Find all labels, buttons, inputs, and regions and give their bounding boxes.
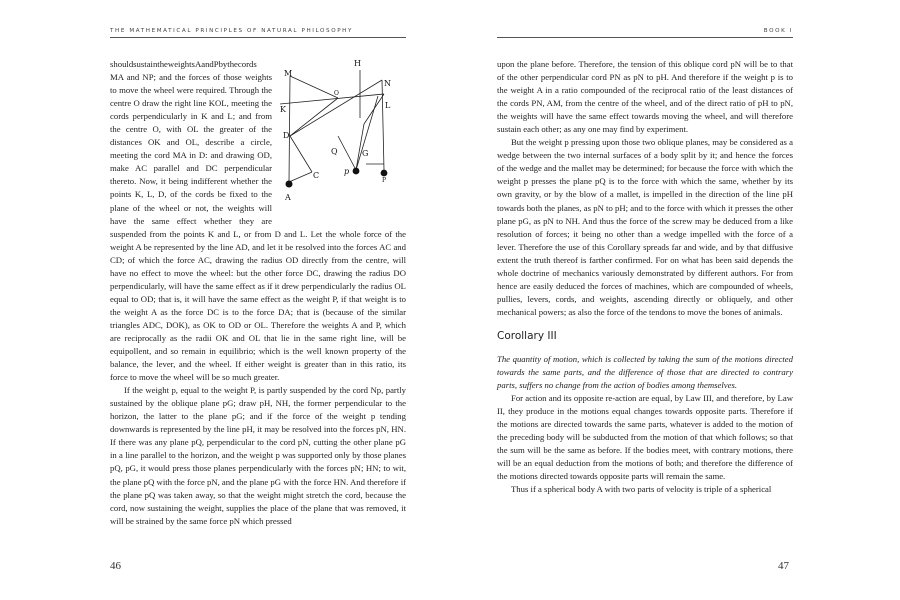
right-paragraph-2: But the weight p pressing upon those two oblique planes, may be considered as a wedge between the two internal surfaces of a body split by it; and hence the forces of the wedge and the mallet may be determined; for because the force with which the weight p presses the plane pQ is to the force with which the same, whether by its own gravity, or by the blow of a mallet, is impelled in the direction of the line pH towards both the planes, as pN to pH; and to the force with which it presses the other plane pG, as pN to NH. And thus the force of the screw may be deduced from a like resolution of forces; it being no other than a wedge impelled with the force of a lever. Therefore the use of this Corollary spreads far and wide, and by that diffusive extent the truth thereof is farther confirmed. For on what has been said depends the whole doctrine of mechanics variously demonstrated by different authors. For from hence are easily deduced the forces of machines, which are compounded of wheels, pullies, levers, cords, and weights, ascending directly or obliquely, and other mechanical powers; as also the force of the tendons to move the bones of animals.	[497, 137, 793, 317]
folio-left: 46	[110, 560, 121, 572]
label-g: G	[362, 149, 369, 158]
right-paragraph-5: Thus if a spherical body A with two parts of velocity is triple of a spherical	[511, 484, 772, 495]
right-page	[497, 58, 793, 496]
label-k: K	[280, 105, 286, 114]
cord-ma	[289, 76, 290, 182]
right-paragraph-4: For action and its opposite re-action are equal, by Law III, and therefore, by Law II, they produce in the motions equal changes towards opposite parts. Therefore if the motions are directed towards the same parts, whatever is added to the motion of the preceding body will be subducted from the motion of that which follows; so that the sum will be the same as before. If the bodies meet, with contrary motions, there will be an equal deduction from the motions of both; and therefore the difference of the motions directed towards opposite parts will remain the same.	[497, 393, 793, 482]
label-p: P	[382, 177, 387, 184]
label-n: N	[384, 79, 391, 88]
label-m: M	[284, 69, 293, 78]
header-rule-right	[497, 37, 793, 38]
weight-a	[286, 181, 293, 188]
label-a: A	[285, 193, 291, 202]
label-q: Q	[331, 147, 338, 156]
label-d: D	[283, 131, 290, 140]
left-page	[110, 58, 406, 528]
weight-p	[381, 170, 388, 177]
left-paragraph-1: shouldsustaintheweightsAandPbythecords MA and NP; and the forces of those weights to move the wheel were required. Through the centre O draw the right line KOL, meeting the cords perpendicularly in K and L; and from the centre O, with OL the greater of the distances OK and OL, describe a circle, meeting the cord MA in D: and drawing OD, make AC parallel and DC perpendicular thereto. Now, it being indifferent whether the points K, L, D, of the cords be fixed to the plane of the wheel or not, the weights will have the same effect whether they are suspended from the points K and L, or from D and L. Let the whole force of the weight A be represented by the line AD, and let it be resolved into the forces AC and CD; of which the force AC, drawing the radius OD directly from the centre, will have no effect to move the wheel: but the other force DC, drawing the radius DO perpendicularly, will have the same effect as if it drew perpendicularly the radius OL equal to OD; that is, it will have the same effect as the weight P, if that weight is to the weight A as the force DC is to the force DA; that is (because of the similar triangles ADC, DOK), as OK to OD or OL. Therefore the weights A and P, which are reciprocally as the radii OK and OL that lie in the same right line, will be equipollent, and so remain in equilibrio; which is the well known property of the balance, the lever, and the wheel. If either weight is greater than in this ratio, its force to move the wheel will be so much greater.	[110, 59, 406, 383]
left-paragraph-2: If the weight p, equal to the weight P, is partly suspended by the cord Np, partly sustained by the oblique plane pG; draw pH, NH, the former perpendicular to the horizon, the latter to the plane pG; and if the force of the weight p tending downwards is represented by the line pH, it may be resolved into the forces pN, HN. If there was any plane pQ, perpendicular to the cord pN, cutting the other plane pG in a line parallel to the horizon, and the weight p was supported only by those planes pQ, pG, it would press those planes perpendicularly with the forces pN; HN; to wit, the plane pQ with the force pN, and the plane pG with the force HN. And therefore if the plane pQ was taken away, so that the weight might stretch the cord, because the cord, now sustaining the weight, supplies the place of the plane that was removed, it will be strained by the same force pN which pressed	[110, 385, 406, 526]
label-h: H	[354, 59, 361, 68]
folio-right: 47	[778, 560, 789, 572]
header-rule-left	[110, 37, 406, 38]
corollary-statement: The quantity of motion, which is collected by taking the sum of the motions directed towards the same parts, and the difference of those that are directed to contrary parts, suffers no change from the action of bodies among themselves.	[497, 353, 793, 391]
right-paragraph-1: upon the plane before. Therefore, the tension of this oblique cord pN will be to that of the other perpendicular cord PN as pN to pH. And therefore if the weight p is to the weight A in a ratio compounded of the reciprocal ratio of the least distances of the cords PN, AM, from the centre of the wheel, and of the direct ratio of pH to pN, the weights will have the same effect towards moving the wheel, and will therefore sustain each other; as any one may find by experiment.	[497, 59, 793, 135]
wheel-figure	[278, 52, 406, 216]
weight-p-small	[353, 168, 360, 175]
cord-np	[382, 80, 384, 170]
label-c: C	[313, 171, 320, 180]
label-p-small: p	[344, 167, 350, 176]
label-l: L	[385, 101, 391, 110]
radius-od	[290, 98, 338, 136]
corollary-heading: Corollary III	[497, 329, 557, 342]
running-head-left: THE MATHEMATICAL PRINCIPLES OF NATURAL PHILOSOPHY	[110, 28, 353, 34]
running-head-right: BOOK I	[763, 28, 793, 34]
label-o: O	[334, 90, 339, 97]
wheel-diagram	[278, 52, 406, 216]
